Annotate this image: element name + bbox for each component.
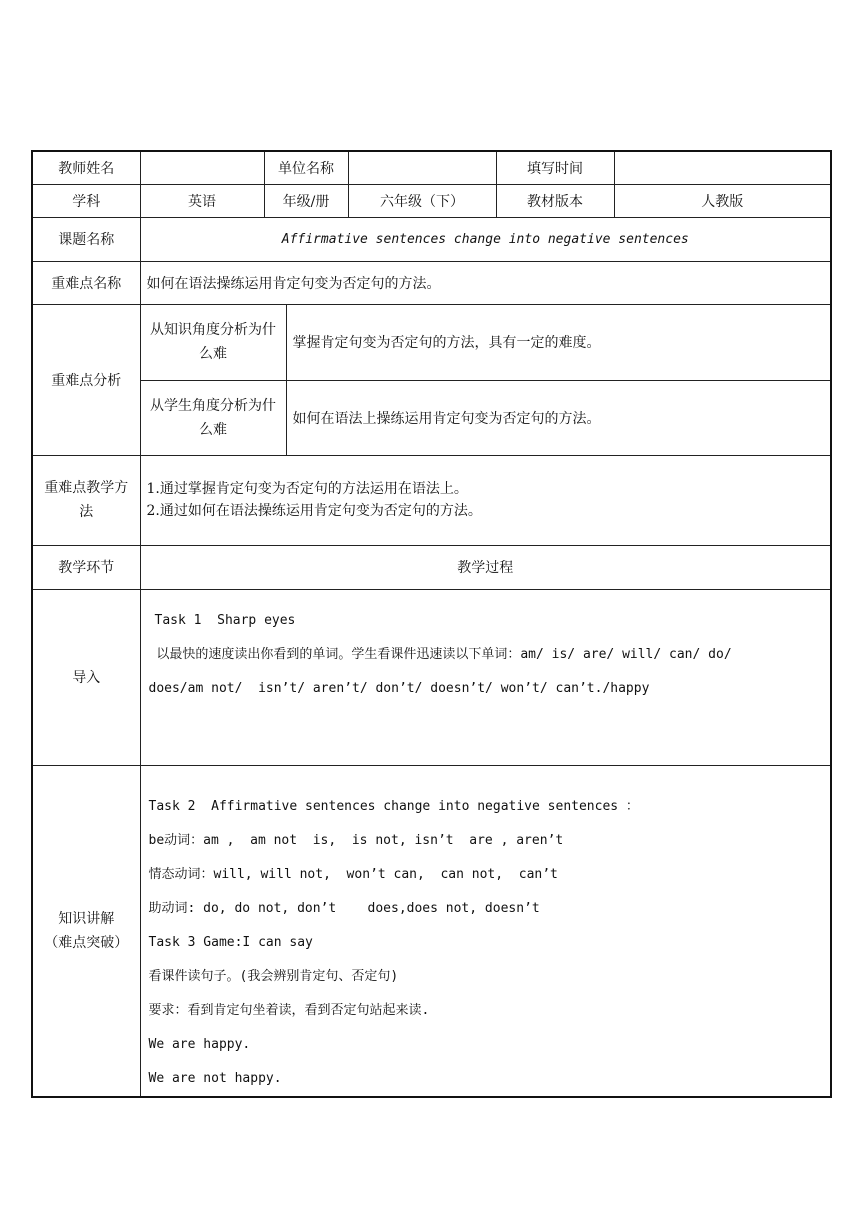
process-header: 教学过程 — [140, 545, 831, 589]
knowledge-label-line-1: 知识讲解 — [58, 910, 115, 927]
knowledge-line-2: be动词：am , am not is, is not, isn’t are , aren’t — [148, 832, 564, 848]
intro-row — [32, 589, 831, 765]
subject-value: 英语 — [140, 184, 264, 217]
teacher-value — [140, 151, 264, 184]
header-row-2 — [32, 184, 831, 217]
knowledge-line-7: 要求：看到肯定句坐着读，看到否定句站起来读. — [148, 1002, 430, 1018]
knowledge-label-cell — [32, 765, 140, 1097]
intro-content — [140, 589, 831, 765]
stage-header: 教学环节 — [32, 545, 140, 589]
knowledge-line-4: 助动词: do, do not, don’t does,does not, doesn’t — [148, 900, 540, 916]
knowledge-line-9: We are not happy. — [148, 1070, 282, 1086]
method-row — [32, 455, 831, 545]
grade-label: 年级/册 — [264, 184, 348, 217]
knowledge-line-3: 情态动词：will, will not, won’t can, can not, can’t — [148, 866, 558, 882]
edition-label: 教材版本 — [496, 184, 614, 217]
header-row-1 — [32, 151, 831, 184]
grade-value: 六年级（下） — [348, 184, 496, 217]
key-point-row — [32, 261, 831, 304]
subject-label: 学科 — [32, 184, 140, 217]
process-header-row — [32, 545, 831, 589]
topic-row — [32, 217, 831, 261]
method-line-1: 1.通过掌握肯定句变为否定句的方法运用在语法上。 — [146, 481, 468, 497]
teacher-label: 教师姓名 — [32, 151, 140, 184]
knowledge-line-1: Task 2 Affirmative sentences change into negative sentences ： — [148, 798, 639, 814]
date-value — [614, 151, 831, 184]
key-point-label: 重难点名称 — [32, 261, 140, 304]
key-point-value: 如何在语法操练运用肯定句变为否定句的方法。 — [140, 261, 831, 304]
intro-line-1: Task 1 Sharp eyes — [154, 612, 296, 628]
method-line-2: 2.通过如何在语法操练运用肯定句变为否定句的方法。 — [146, 503, 482, 519]
topic-value: Affirmative sentences change into negative sentences — [140, 217, 831, 261]
intro-line-2: 以最快的速度读出你看到的单词。学生看课件迅速读以下单词：am/ is/ are/ will/ can/ do/ — [148, 646, 732, 662]
student-angle-label: 从学生角度分析为什么难 — [140, 380, 286, 455]
intro-label: 导入 — [32, 589, 140, 765]
knowledge-content — [140, 765, 831, 1097]
knowledge-line-5: Task 3 Game:I can say — [148, 934, 313, 950]
student-angle-value: 如何在语法上操练运用肯定句变为否定句的方法。 — [286, 380, 831, 455]
analysis-row-knowledge — [32, 304, 831, 380]
knowledge-line-6: 看课件读句子。(我会辨别肯定句、否定句) — [148, 968, 399, 984]
intro-line-3: does/am not/ isn’t/ aren’t/ don’t/ doesn’t/ won’t/ can’t./happy — [148, 680, 650, 696]
lesson-plan-table — [31, 150, 832, 1098]
knowledge-label-line-2: （难点突破） — [44, 934, 129, 951]
analysis-row-student — [32, 380, 831, 455]
knowledge-line-8: We are happy. — [148, 1036, 251, 1052]
lesson-plan-document — [31, 150, 830, 1098]
topic-label: 课题名称 — [32, 217, 140, 261]
knowledge-row — [32, 765, 831, 1097]
edition-value: 人教版 — [614, 184, 831, 217]
method-content — [140, 455, 831, 545]
date-label: 填写时间 — [496, 151, 614, 184]
method-label: 重难点教学方法 — [32, 455, 140, 545]
unit-value — [348, 151, 496, 184]
knowledge-angle-label: 从知识角度分析为什么难 — [140, 304, 286, 380]
unit-label: 单位名称 — [264, 151, 348, 184]
knowledge-angle-value: 掌握肯定句变为否定句的方法，具有一定的难度。 — [286, 304, 831, 380]
analysis-label: 重难点分析 — [32, 304, 140, 455]
